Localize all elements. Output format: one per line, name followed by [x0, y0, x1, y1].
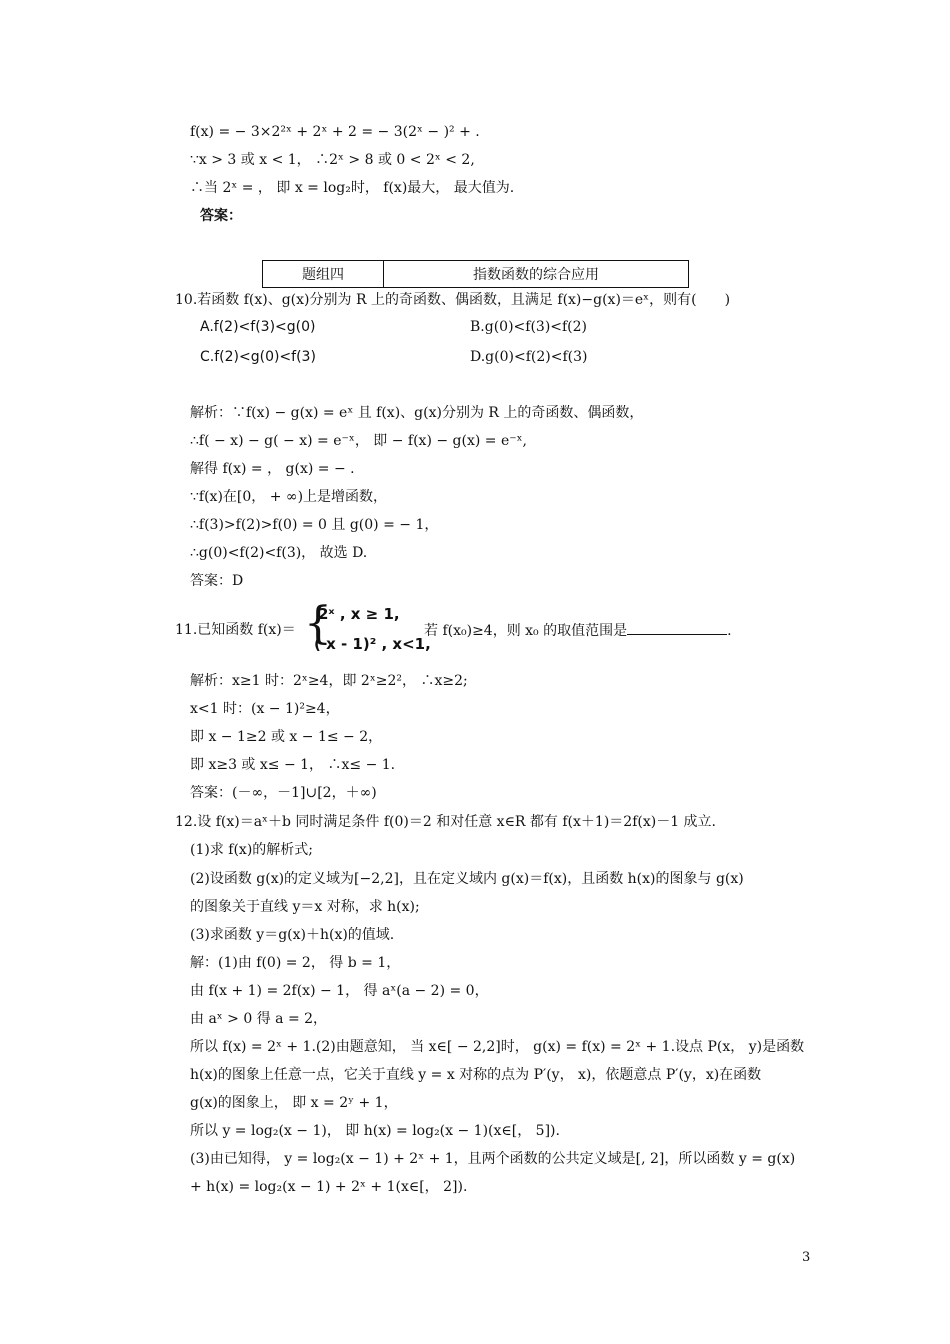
q10-option-d: D.g(0)<f(2)<f(3)	[470, 349, 588, 365]
piecewise-brace: {	[304, 598, 332, 649]
q12-solution-2: 由 f(x + 1) = 2f(x) − 1， 得 aˣ(a − 2) = 0，	[190, 983, 489, 999]
q11-piece-2: ( x - 1)² , x<1,	[314, 635, 431, 653]
section-group-cell: 题组四	[263, 261, 384, 288]
q11-stem-prefix: 11.已知函数 f(x)＝	[175, 622, 296, 638]
q11-stem-row	[424, 620, 732, 641]
prev-solution-line-3: ∴当 2ˣ = ， 即 x = log₂时， f(x)最大， 最大值为.	[190, 180, 515, 196]
q12-part-1: (1)求 f(x)的解析式;	[190, 842, 313, 858]
q11-answer: 答案：(－∞，－1]∪[2，＋∞)	[190, 785, 377, 801]
q11-piece-1: 2ˣ , x ≥ 1,	[318, 605, 400, 623]
q12-part-2a: (2)设函数 g(x)的定义域为[−2,2]，且在定义域内 g(x)＝f(x)，且函数 h(x)的图象与 g(x)	[190, 871, 744, 887]
q11-solution-1: 解析：x≥1 时：2ˣ≥4，即 2ˣ≥2²， ∴x≥2;	[190, 673, 468, 689]
q12-solution-1: 解：(1)由 f(0) = 2， 得 b = 1，	[190, 955, 401, 971]
prev-answer-label: 答案：	[200, 208, 242, 224]
q12-solution-3: 由 aˣ > 0 得 a = 2，	[190, 1011, 328, 1027]
q10-option-c: C.f(2)<g(0)<f(3)	[200, 349, 316, 365]
q11-stem-end: .	[727, 623, 732, 639]
page-number: 3	[802, 1250, 811, 1265]
q12-solution-4: 所以 f(x) = 2ˣ + 1.(2)由题意知， 当 x∈[ − 2,2]时， g(x) = f(x) = 2ˣ + 1.设点 P(x， y)是函数	[190, 1039, 805, 1055]
section-topic-cell: 指数函数的综合应用	[384, 261, 689, 288]
q10-option-a: A.f(2)<f(3)<g(0)	[200, 319, 316, 335]
q12-solution-8: (3)由已知得， y = log₂(x − 1) + 2ˣ + 1，且两个函数的公共定义域是[, 2]，所以函数 y = g(x)	[190, 1151, 796, 1167]
q10-answer: 答案：D	[190, 573, 244, 589]
q10-stem: 10.若函数 f(x)、g(x)分别为 R 上的奇函数、偶函数，且满足 f(x)−g(x)＝eˣ，则有( )	[175, 292, 731, 308]
q11-stem-suffix: 若 f(x₀)≥4，则 x₀ 的取值范围是	[424, 623, 628, 639]
q11-solution-4: 即 x≥3 或 x≤ − 1， ∴x≤ − 1.	[190, 757, 396, 773]
q11-solution-2: x<1 时：(x − 1)²≥4，	[190, 701, 340, 717]
q10-solution-6: ∴g(0)<f(2)<f(3)， 故选 D.	[190, 545, 368, 561]
prev-solution-line-2: ∵x > 3 或 x < 1， ∴2ˣ > 8 或 0 < 2ˣ < 2,	[190, 152, 475, 168]
q12-solution-9: + h(x) = log₂(x − 1) + 2ˣ + 1(x∈[， 2]).	[190, 1179, 468, 1195]
q10-solution-3: 解得 f(x) = ， g(x) = − .	[190, 461, 355, 477]
q10-solution-4: ∵f(x)在[0， + ∞)上是增函数，	[190, 489, 388, 505]
q11-answer-blank	[627, 620, 727, 635]
q10-option-b: B.g(0)<f(3)<f(2)	[470, 319, 588, 335]
q12-part-3: (3)求函数 y＝g(x)＋h(x)的值域.	[190, 927, 395, 943]
q12-stem: 12.设 f(x)＝aˣ＋b 同时满足条件 f(0)＝2 和对任意 x∈R 都有 f(x＋1)＝2f(x)－1 成立.	[175, 814, 717, 830]
q12-part-2b: 的图象关于直线 y＝x 对称，求 h(x);	[190, 899, 420, 915]
q10-solution-2: ∴f( − x) − g( − x) = e⁻ˣ， 即 − f(x) − g(x) = e⁻ˣ,	[190, 433, 528, 449]
section-header-table	[262, 260, 689, 288]
q11-solution-3: 即 x − 1≥2 或 x − 1≤ − 2，	[190, 729, 383, 745]
q12-solution-7: 所以 y = log₂(x − 1)， 即 h(x) = log₂(x − 1)(x∈[， 5]).	[190, 1123, 560, 1139]
q12-solution-5: h(x)的图象上任意一点，它关于直线 y = x 对称的点为 P′(y， x)，依题意点 P′(y，x)在函数	[190, 1067, 762, 1083]
q10-solution-1: 解析：∵f(x) − g(x) = eˣ 且 f(x)、g(x)分别为 R 上的奇函数、偶函数，	[190, 405, 644, 421]
q12-solution-6: g(x)的图象上， 即 x = 2ʸ + 1，	[190, 1095, 398, 1111]
prev-solution-line-1: f(x) = − 3×2²ˣ + 2ˣ + 2 = − 3(2ˣ − )² + .	[190, 124, 480, 140]
q10-solution-5: ∴f(3)>f(2)>f(0) = 0 且 g(0) = − 1，	[190, 517, 439, 533]
